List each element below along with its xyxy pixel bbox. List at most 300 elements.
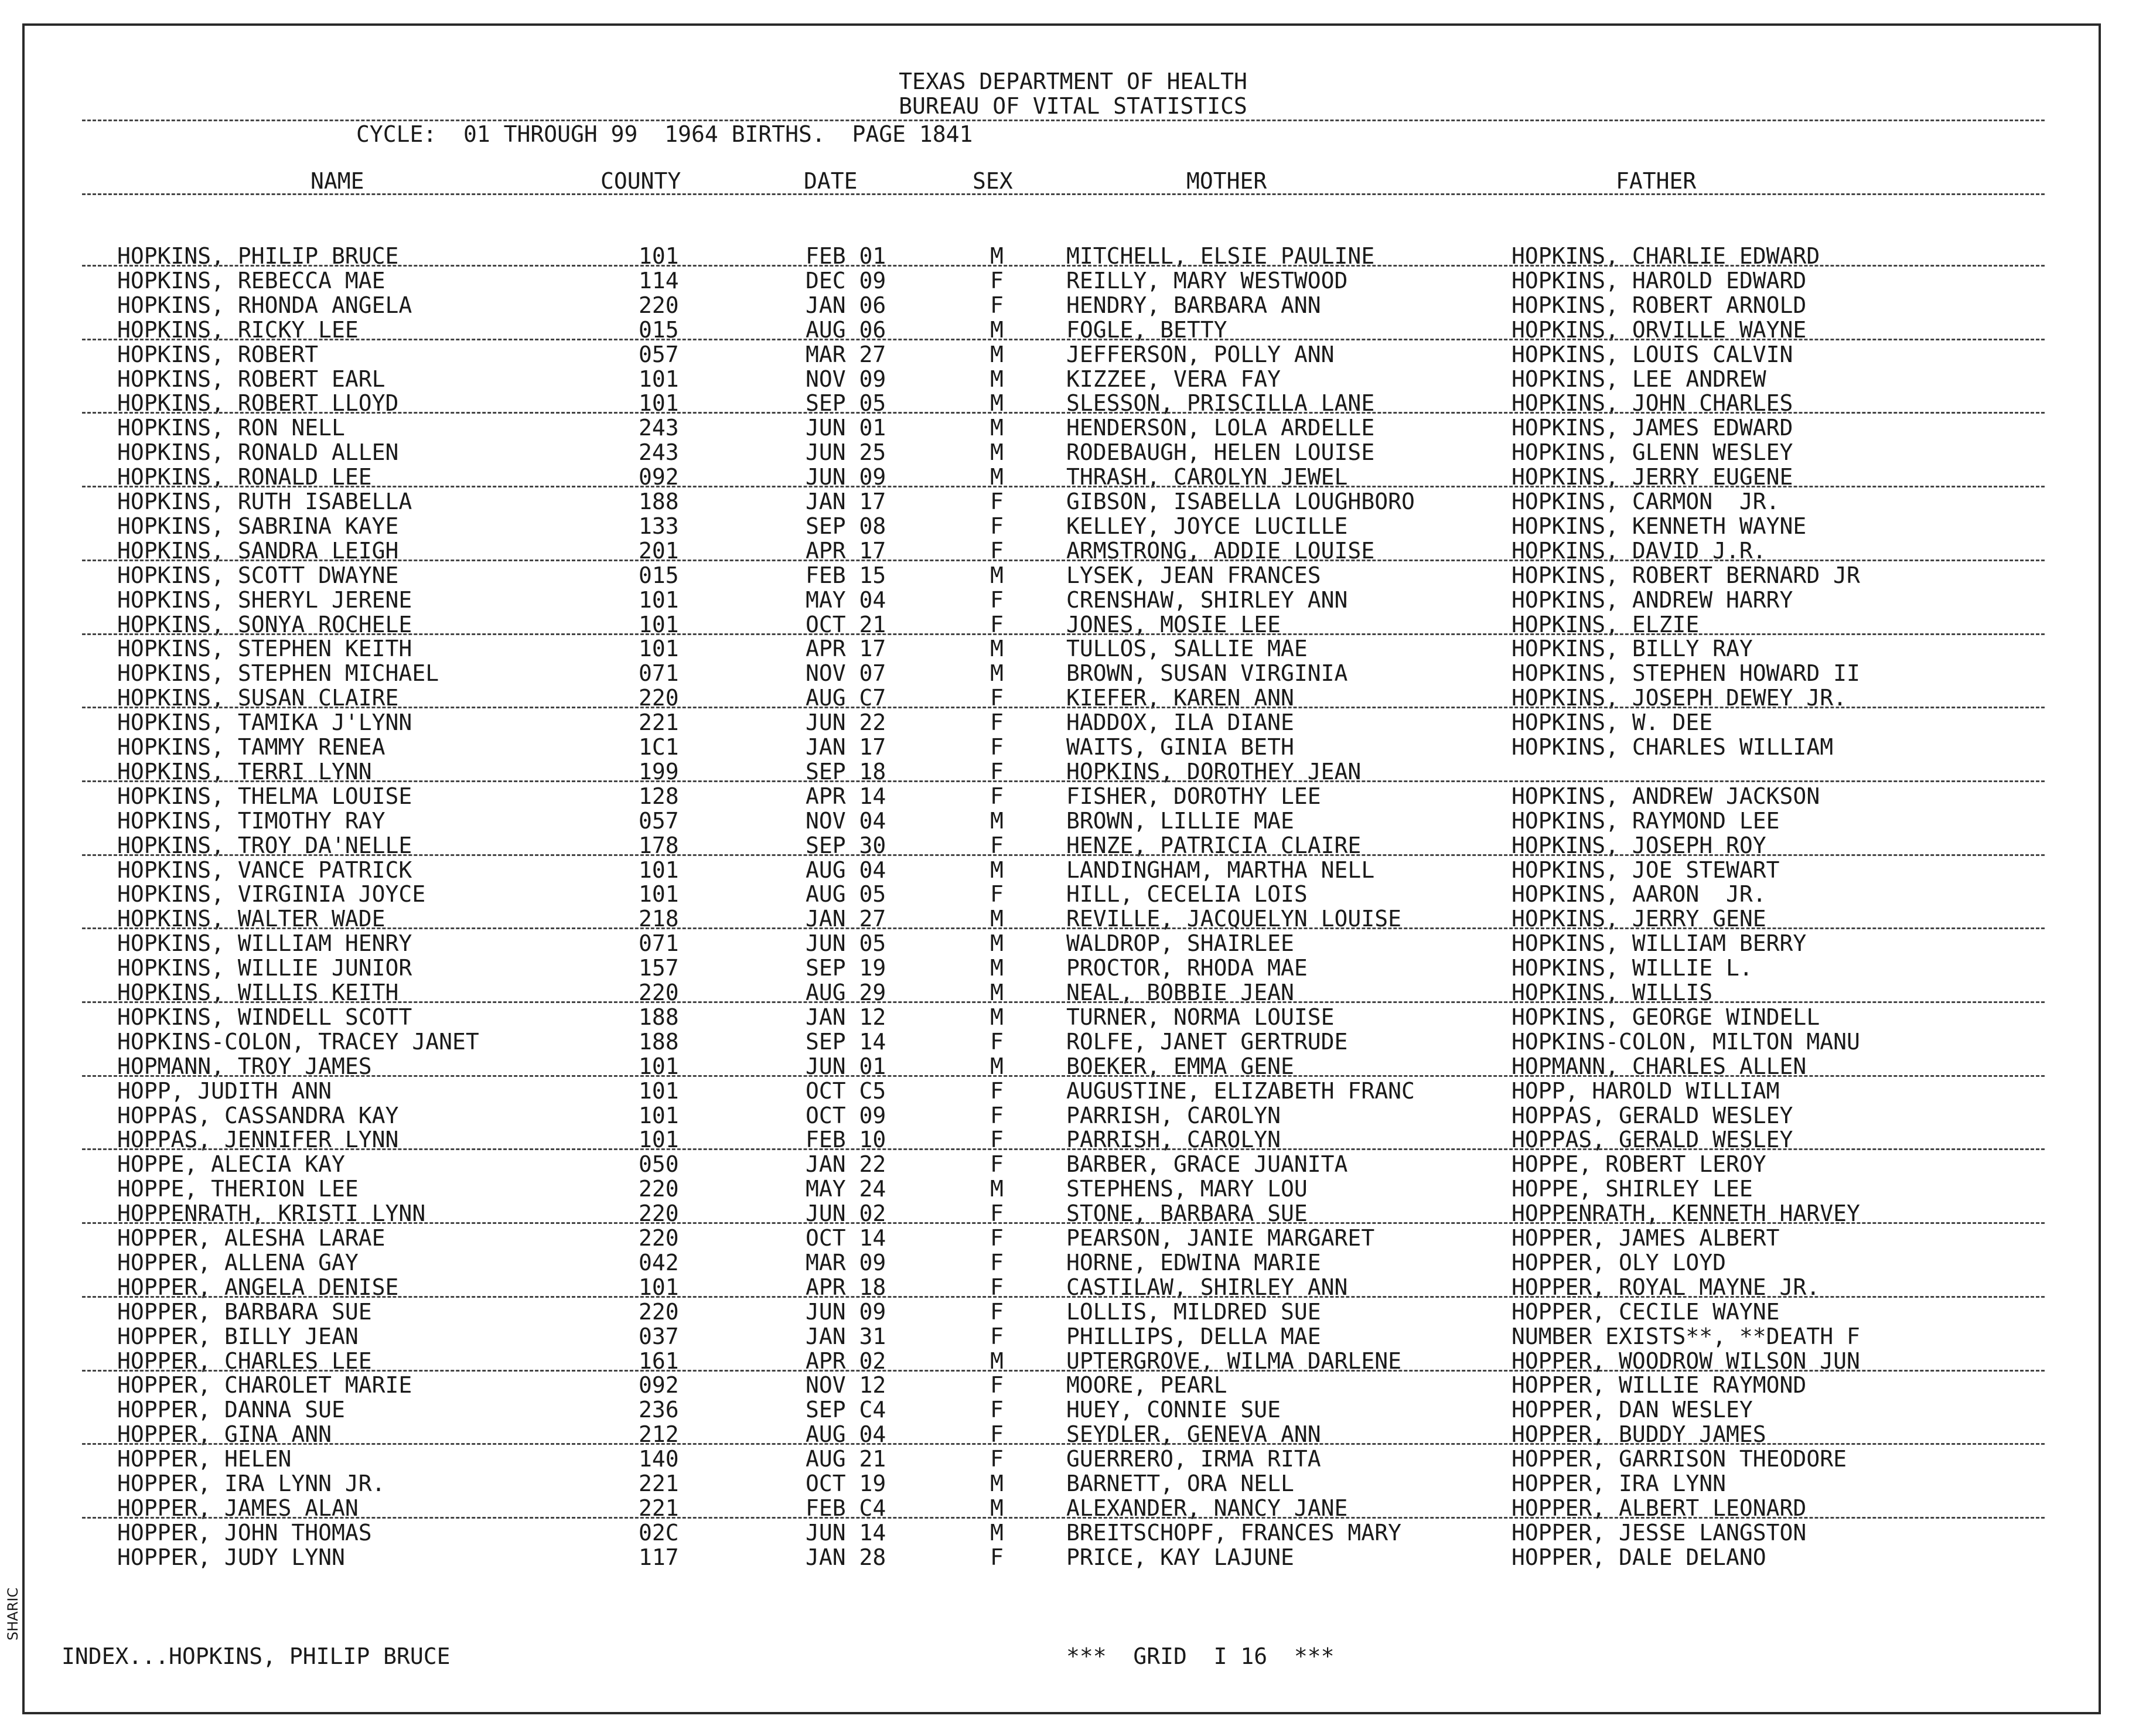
row-rule xyxy=(82,927,2045,929)
record-mother: NEAL, BOBBIE JEAN xyxy=(1066,980,1294,1005)
record-mother: PHILLIPS, DELLA MAE xyxy=(1066,1323,1321,1349)
record-row xyxy=(0,931,2146,956)
record-name: HOPPE, ALECIA KAY xyxy=(117,1151,345,1178)
record-date: JAN 31 xyxy=(806,1323,886,1349)
record-father: HOPPER, WOODROW WILSON JUN xyxy=(1512,1348,1860,1374)
footer-index: INDEX...HOPKINS, PHILIP BRUCE xyxy=(62,1643,451,1669)
record-mother: ALEXANDER, NANCY JANE xyxy=(1066,1495,1348,1521)
record-county: 037 xyxy=(639,1323,679,1349)
record-county: 092 xyxy=(639,464,679,490)
record-mother: BREITSCHOPF, FRANCES MARY xyxy=(1066,1519,1401,1546)
record-father: HOPKINS, BILLY RAY xyxy=(1512,636,1753,662)
record-county: 1C1 xyxy=(639,734,679,760)
row-rule xyxy=(82,339,2045,340)
record-name: HOPPER, DANNA SUE xyxy=(117,1397,345,1423)
record-name: HOPPER, JAMES ALAN xyxy=(117,1495,359,1521)
record-father: HOPPER, IRA LYNN xyxy=(1512,1471,1727,1496)
row-rule xyxy=(82,780,2045,782)
record-mother: HADDOX, ILA DIANE xyxy=(1066,710,1294,736)
record-sex: F xyxy=(990,1397,1004,1423)
record-county: 178 xyxy=(639,832,679,858)
record-date: SEP 05 xyxy=(806,390,886,417)
record-name: HOPKINS, SONYA ROCHELE xyxy=(117,611,412,637)
record-name: HOPKINS, RON NELL xyxy=(117,415,345,441)
record-father: HOPPER, BUDDY JAMES xyxy=(1512,1421,1766,1448)
record-sex: M xyxy=(990,955,1004,981)
record-date: JUN 05 xyxy=(806,930,886,957)
record-name: HOPKINS, ROBERT LLOYD xyxy=(117,390,399,417)
record-county: 221 xyxy=(639,710,679,736)
record-mother: CASTILAW, SHIRLEY ANN xyxy=(1066,1274,1348,1300)
record-father: HOPKINS-COLON, MILTON MANU xyxy=(1512,1028,1860,1055)
row-rule xyxy=(82,560,2045,561)
record-date: SEP 14 xyxy=(806,1028,886,1055)
record-father: HOPPER, GARRISON THEODORE xyxy=(1512,1446,1847,1472)
record-father: HOPKINS, ROBERT ARNOLD xyxy=(1512,292,1807,318)
record-date: AUG 29 xyxy=(806,980,886,1005)
record-date: JUN 25 xyxy=(806,439,886,466)
record-sex: F xyxy=(990,267,1004,294)
record-county: 101 xyxy=(639,1053,679,1079)
record-row xyxy=(0,1152,2146,1176)
record-father: HOPPENRATH, KENNETH HARVEY xyxy=(1512,1200,1860,1227)
record-name: HOPPENRATH, KRISTI LYNN xyxy=(117,1200,426,1227)
column-header-rule xyxy=(82,193,2045,195)
row-rule xyxy=(82,1370,2045,1372)
record-date: OCT 19 xyxy=(806,1471,886,1496)
record-row xyxy=(0,440,2146,465)
record-name: HOPKINS, RONALD LEE xyxy=(117,464,372,490)
record-name: HOPKINS, SABRINA KAYE xyxy=(117,513,399,539)
record-mother: HENDERSON, LOLA ARDELLE xyxy=(1066,415,1375,441)
record-mother: REVILLE, JACQUELYN LOUISE xyxy=(1066,906,1401,932)
record-father: HOPP, HAROLD WILLIAM xyxy=(1512,1077,1780,1104)
record-mother: BOEKER, EMMA GENE xyxy=(1066,1053,1294,1079)
record-sex: M xyxy=(990,1495,1004,1521)
record-row xyxy=(0,661,2146,685)
record-mother: STONE, BARBARA SUE xyxy=(1066,1200,1308,1227)
record-name: HOPKINS, THELMA LOUISE xyxy=(117,783,412,809)
record-date: AUG 04 xyxy=(806,1421,886,1448)
record-date: SEP 08 xyxy=(806,513,886,539)
record-sex: M xyxy=(990,1519,1004,1546)
record-name: HOPPER, CHAROLET MARIE xyxy=(117,1372,412,1399)
column-header-county: COUNTY xyxy=(601,168,681,194)
record-county: 221 xyxy=(639,1495,679,1521)
record-row xyxy=(0,1250,2146,1275)
record-name: HOPP, JUDITH ANN xyxy=(117,1077,332,1104)
record-mother: PRICE, KAY LAJUNE xyxy=(1066,1544,1294,1570)
record-mother: LOLLIS, MILDRED SUE xyxy=(1066,1298,1321,1325)
header-agency: TEXAS DEPARTMENT OF HEALTH xyxy=(899,69,1247,94)
record-date: SEP 30 xyxy=(806,832,886,858)
record-sex: F xyxy=(990,710,1004,736)
record-father: HOPKINS, LEE ANDREW xyxy=(1512,366,1766,392)
record-mother: FISHER, DOROTHY LEE xyxy=(1066,783,1321,809)
record-mother: PEARSON, JANIE MARGARET xyxy=(1066,1225,1375,1251)
record-mother: HENZE, PATRICIA CLAIRE xyxy=(1066,832,1362,858)
record-sex: F xyxy=(990,881,1004,908)
record-father: HOPKINS, DAVID J.R. xyxy=(1512,537,1766,564)
column-header-sex: SEX xyxy=(973,168,1013,194)
record-county: 128 xyxy=(639,783,679,809)
record-name: HOPKINS, ROBERT xyxy=(117,341,319,367)
record-date: APR 02 xyxy=(806,1348,886,1374)
record-date: AUG 06 xyxy=(806,316,886,343)
record-father: HOPKINS, ANDREW JACKSON xyxy=(1512,783,1820,809)
record-father: HOPKINS, JAMES EDWARD xyxy=(1512,415,1793,441)
record-date: JAN 17 xyxy=(806,734,886,760)
record-name: HOPKINS, TAMMY RENEA xyxy=(117,734,385,760)
record-name: HOPPER, BARBARA SUE xyxy=(117,1298,372,1325)
row-rule xyxy=(82,412,2045,414)
record-father: HOPPER, DAN WESLEY xyxy=(1512,1397,1753,1423)
record-father: HOPKINS, WILLIE L. xyxy=(1512,955,1753,981)
record-father: HOPKINS, JOSEPH DEWEY JR. xyxy=(1512,685,1847,711)
record-father: HOPPER, CECILE WAYNE xyxy=(1512,1298,1780,1325)
record-mother: KIEFER, KAREN ANN xyxy=(1066,685,1294,711)
record-sex: F xyxy=(990,1225,1004,1251)
record-county: 218 xyxy=(639,906,679,932)
record-county: 220 xyxy=(639,1225,679,1251)
record-sex: F xyxy=(990,1077,1004,1104)
record-county: 101 xyxy=(639,1077,679,1104)
record-county: 212 xyxy=(639,1421,679,1448)
record-father: HOPKINS, AARON JR. xyxy=(1512,881,1766,908)
header-bureau: BUREAU OF VITAL STATISTICS xyxy=(899,93,1247,119)
record-county: 057 xyxy=(639,341,679,367)
record-sex: M xyxy=(990,341,1004,367)
record-mother: CRENSHAW, SHIRLEY ANN xyxy=(1066,586,1348,613)
record-county: 243 xyxy=(639,439,679,466)
record-sex: M xyxy=(990,980,1004,1005)
record-mother: BARNETT, ORA NELL xyxy=(1066,1471,1294,1496)
record-date: JAN 17 xyxy=(806,489,886,514)
record-county: 101 xyxy=(639,1102,679,1128)
record-row xyxy=(0,415,2146,440)
record-date: AUG 21 xyxy=(806,1446,886,1472)
record-mother: REILLY, MARY WESTWOOD xyxy=(1066,267,1348,294)
record-father: HOPKINS, CHARLIE EDWARD xyxy=(1512,243,1820,269)
record-father: HOPKINS, RAYMOND LEE xyxy=(1512,807,1780,834)
record-name: HOPPER, BILLY JEAN xyxy=(117,1323,359,1349)
footer-grid: *** GRID I 16 *** xyxy=(1066,1643,1335,1669)
record-row xyxy=(0,956,2146,980)
record-sex: F xyxy=(990,611,1004,637)
record-mother: PARRISH, CAROLYN xyxy=(1066,1127,1281,1153)
record-sex: M xyxy=(990,439,1004,466)
record-mother: LYSEK, JEAN FRANCES xyxy=(1066,562,1321,588)
record-father: HOPPE, ROBERT LEROY xyxy=(1512,1151,1766,1178)
record-mother: RODEBAUGH, HELEN LOUISE xyxy=(1066,439,1375,466)
record-father: HOPPER, OLY LOYD xyxy=(1512,1249,1727,1275)
record-date: JAN 06 xyxy=(806,292,886,318)
row-rule xyxy=(82,1075,2045,1077)
record-county: 101 xyxy=(639,390,679,417)
record-name: HOPKINS, VIRGINIA JOYCE xyxy=(117,881,426,908)
record-mother: LANDINGHAM, MARTHA NELL xyxy=(1066,857,1375,883)
record-father: HOPPE, SHIRLEY LEE xyxy=(1512,1176,1753,1202)
record-date: AUG 04 xyxy=(806,857,886,883)
record-mother: BROWN, LILLIE MAE xyxy=(1066,807,1294,834)
record-name: HOPKINS, RUTH ISABELLA xyxy=(117,489,412,514)
record-name: HOPKINS, REBECCA MAE xyxy=(117,267,385,294)
record-name: HOPPER, ALLENA GAY xyxy=(117,1249,359,1275)
record-sex: F xyxy=(990,1200,1004,1227)
record-mother: PARRISH, CAROLYN xyxy=(1066,1102,1281,1128)
record-date: JAN 12 xyxy=(806,1004,886,1030)
record-row xyxy=(0,809,2146,833)
record-name: HOPPER, IRA LYNN JR. xyxy=(117,1471,385,1496)
record-county: 101 xyxy=(639,636,679,662)
record-sex: F xyxy=(990,1028,1004,1055)
record-sex: M xyxy=(990,1004,1004,1030)
record-father: NUMBER EXISTS**, **DEATH F xyxy=(1512,1323,1860,1349)
record-county: 157 xyxy=(639,955,679,981)
record-date: FEB 15 xyxy=(806,562,886,588)
record-sex: F xyxy=(990,1421,1004,1448)
record-father: HOPKINS, WILLIAM BERRY xyxy=(1512,930,1807,957)
record-name: HOPPAS, CASSANDRA KAY xyxy=(117,1102,399,1128)
record-sex: F xyxy=(990,1446,1004,1472)
record-county: 236 xyxy=(639,1397,679,1423)
record-father: HOPPAS, GERALD WESLEY xyxy=(1512,1102,1793,1128)
record-row xyxy=(0,1226,2146,1250)
record-sex: F xyxy=(990,783,1004,809)
record-name: HOPKINS, SANDRA LEIGH xyxy=(117,537,399,564)
record-father: HOPKINS, JOSEPH ROY xyxy=(1512,832,1766,858)
record-county: 101 xyxy=(639,586,679,613)
record-name: HOPPER, JOHN THOMAS xyxy=(117,1519,372,1546)
record-sex: M xyxy=(990,807,1004,834)
record-row xyxy=(0,1397,2146,1422)
record-name: HOPPER, HELEN xyxy=(117,1446,292,1472)
record-sex: F xyxy=(990,1151,1004,1178)
record-row xyxy=(0,882,2146,906)
record-mother: STEPHENS, MARY LOU xyxy=(1066,1176,1308,1202)
record-father: HOPKINS, JERRY GENE xyxy=(1512,906,1766,932)
record-sex: F xyxy=(990,1544,1004,1570)
record-father: HOPKINS, STEPHEN HOWARD II xyxy=(1512,660,1860,687)
record-row xyxy=(0,1300,2146,1324)
record-date: APR 18 xyxy=(806,1274,886,1300)
record-father: HOPKINS, KENNETH WAYNE xyxy=(1512,513,1807,539)
record-county: 220 xyxy=(639,980,679,1005)
record-sex: M xyxy=(990,464,1004,490)
record-date: JUN 14 xyxy=(806,1519,886,1546)
record-row xyxy=(0,268,2146,293)
record-county: 02C xyxy=(639,1519,679,1546)
record-sex: M xyxy=(990,366,1004,392)
record-date: OCT C5 xyxy=(806,1077,886,1104)
record-county: 133 xyxy=(639,513,679,539)
record-county: 114 xyxy=(639,267,679,294)
record-sex: M xyxy=(990,415,1004,441)
record-date: JUN 01 xyxy=(806,1053,886,1079)
record-father: HOPPER, WILLIE RAYMOND xyxy=(1512,1372,1807,1399)
record-mother: HILL, CECELIA LOIS xyxy=(1066,881,1308,908)
record-sex: F xyxy=(990,832,1004,858)
record-mother: KELLEY, JOYCE LUCILLE xyxy=(1066,513,1348,539)
record-father: HOPPAS, GERALD WESLEY xyxy=(1512,1127,1793,1153)
record-date: JUN 09 xyxy=(806,1298,886,1325)
record-row xyxy=(0,514,2146,538)
record-sex: M xyxy=(990,906,1004,932)
record-sex: M xyxy=(990,1053,1004,1079)
record-name: HOPKINS, TROY DA'NELLE xyxy=(117,832,412,858)
record-date: MAY 04 xyxy=(806,586,886,613)
record-county: 199 xyxy=(639,758,679,785)
row-rule xyxy=(82,1222,2045,1224)
record-sex: F xyxy=(990,1127,1004,1153)
record-father: HOPKINS, W. DEE xyxy=(1512,710,1713,736)
record-mother: TURNER, NORMA LOUISE xyxy=(1066,1004,1335,1030)
record-sex: F xyxy=(990,758,1004,785)
record-sex: F xyxy=(990,513,1004,539)
row-rule xyxy=(82,1517,2045,1519)
record-row xyxy=(0,342,2146,367)
record-row xyxy=(0,710,2146,735)
record-mother: MOORE, PEARL xyxy=(1066,1372,1227,1399)
record-mother: ARMSTRONG, ADDIE LOUISE xyxy=(1066,537,1375,564)
record-county: 057 xyxy=(639,807,679,834)
row-rule xyxy=(82,1001,2045,1003)
record-mother: PROCTOR, RHODA MAE xyxy=(1066,955,1308,981)
record-father: HOPPER, JESSE LANGSTON xyxy=(1512,1519,1807,1546)
record-name: HOPKINS, TIMOTHY RAY xyxy=(117,807,385,834)
record-sex: F xyxy=(990,537,1004,564)
record-name: HOPKINS, STEPHEN MICHAEL xyxy=(117,660,439,687)
record-date: JUN 01 xyxy=(806,415,886,441)
record-row xyxy=(0,1029,2146,1054)
row-rule xyxy=(82,486,2045,487)
record-county: 101 xyxy=(639,611,679,637)
record-name: HOPKINS, TAMIKA J'LYNN xyxy=(117,710,412,736)
record-mother: UPTERGROVE, WILMA DARLENE xyxy=(1066,1348,1401,1374)
record-date: DEC 09 xyxy=(806,267,886,294)
record-father: HOPKINS, JOHN CHARLES xyxy=(1512,390,1793,417)
record-name: HOPKINS, WILLIE JUNIOR xyxy=(117,955,412,981)
record-row xyxy=(0,1447,2146,1471)
record-mother: AUGUSTINE, ELIZABETH FRANC xyxy=(1066,1077,1415,1104)
record-county: 071 xyxy=(639,930,679,957)
side-label: SHARIC xyxy=(5,1587,21,1640)
record-date: JAN 27 xyxy=(806,906,886,932)
record-sex: M xyxy=(990,562,1004,588)
record-date: NOV 12 xyxy=(806,1372,886,1399)
record-row xyxy=(0,1103,2146,1128)
record-mother: FOGLE, BETTY xyxy=(1066,316,1227,343)
record-name: HOPPER, ANGELA DENISE xyxy=(117,1274,399,1300)
record-row xyxy=(0,1324,2146,1349)
record-date: OCT 09 xyxy=(806,1102,886,1128)
record-county: 220 xyxy=(639,292,679,318)
record-name: HOPKINS, STEPHEN KEITH xyxy=(117,636,412,662)
row-rule xyxy=(82,854,2045,856)
record-sex: M xyxy=(990,857,1004,883)
record-father: HOPKINS, ORVILLE WAYNE xyxy=(1512,316,1807,343)
record-mother: MITCHELL, ELSIE PAULINE xyxy=(1066,243,1375,269)
record-name: HOPKINS-COLON, TRACEY JANET xyxy=(117,1028,479,1055)
record-mother: SLESSON, PRISCILLA LANE xyxy=(1066,390,1375,417)
record-mother: WAITS, GINIA BETH xyxy=(1066,734,1294,760)
record-county: 221 xyxy=(639,1471,679,1496)
record-sex: M xyxy=(990,243,1004,269)
record-mother: GIBSON, ISABELLA LOUGHBORO xyxy=(1066,489,1415,514)
record-county: 220 xyxy=(639,1298,679,1325)
record-county: 092 xyxy=(639,1372,679,1399)
record-father: HOPKINS, ANDREW HARRY xyxy=(1512,586,1793,613)
record-name: HOPPE, THERION LEE xyxy=(117,1176,359,1202)
record-date: JUN 22 xyxy=(806,710,886,736)
record-mother: BARBER, GRACE JUANITA xyxy=(1066,1151,1348,1178)
column-header-date: DATE xyxy=(804,168,858,194)
record-county: 101 xyxy=(639,881,679,908)
record-mother: HOPKINS, DOROTHEY JEAN xyxy=(1066,758,1362,785)
record-date: NOV 09 xyxy=(806,366,886,392)
row-rule xyxy=(82,1443,2045,1445)
record-sex: M xyxy=(990,660,1004,687)
record-row xyxy=(0,1373,2146,1397)
record-name: HOPPER, CHARLES LEE xyxy=(117,1348,372,1374)
record-date: NOV 07 xyxy=(806,660,886,687)
record-date: NOV 04 xyxy=(806,807,886,834)
record-date: AUG C7 xyxy=(806,685,886,711)
record-date: JAN 28 xyxy=(806,1544,886,1570)
record-county: 140 xyxy=(639,1446,679,1472)
record-father: HOPPER, ROYAL MAYNE JR. xyxy=(1512,1274,1820,1300)
record-name: HOPKINS, SUSAN CLAIRE xyxy=(117,685,399,711)
record-row xyxy=(0,367,2146,391)
record-row xyxy=(0,563,2146,588)
record-date: APR 17 xyxy=(806,636,886,662)
record-row xyxy=(0,1079,2146,1103)
record-mother: GUERRERO, IRMA RITA xyxy=(1066,1446,1321,1472)
record-county: 101 xyxy=(639,857,679,883)
record-county: 188 xyxy=(639,1028,679,1055)
record-row xyxy=(0,489,2146,514)
record-county: 220 xyxy=(639,1200,679,1227)
record-mother: ROLFE, JANET GERTRUDE xyxy=(1066,1028,1348,1055)
record-date: MAY 24 xyxy=(806,1176,886,1202)
record-county: 161 xyxy=(639,1348,679,1374)
record-county: 188 xyxy=(639,489,679,514)
record-date: JUN 02 xyxy=(806,1200,886,1227)
record-row xyxy=(0,735,2146,759)
record-row xyxy=(0,858,2146,882)
row-rule xyxy=(82,265,2045,267)
record-sex: F xyxy=(990,1249,1004,1275)
record-name: HOPKINS, RICKY LEE xyxy=(117,316,359,343)
record-name: HOPPER, ALESHA LARAE xyxy=(117,1225,385,1251)
record-date: OCT 21 xyxy=(806,611,886,637)
record-sex: F xyxy=(990,1102,1004,1128)
record-county: 188 xyxy=(639,1004,679,1030)
record-mother: THRASH, CAROLYN JEWEL xyxy=(1066,464,1348,490)
record-row xyxy=(0,1176,2146,1201)
record-sex: M xyxy=(990,1176,1004,1202)
record-name: HOPKINS, VANCE PATRICK xyxy=(117,857,412,883)
record-mother: JEFFERSON, POLLY ANN xyxy=(1066,341,1335,367)
record-name: HOPPAS, JENNIFER LYNN xyxy=(117,1127,399,1153)
row-rule xyxy=(82,707,2045,708)
record-mother: HUEY, CONNIE SUE xyxy=(1066,1397,1281,1423)
record-date: MAR 09 xyxy=(806,1249,886,1275)
record-name: HOPKINS, PHILIP BRUCE xyxy=(117,243,399,269)
record-father: HOPKINS, ROBERT BERNARD JR xyxy=(1512,562,1860,588)
record-name: HOPKINS, WILLIS KEITH xyxy=(117,980,399,1005)
record-row xyxy=(0,1545,2146,1570)
